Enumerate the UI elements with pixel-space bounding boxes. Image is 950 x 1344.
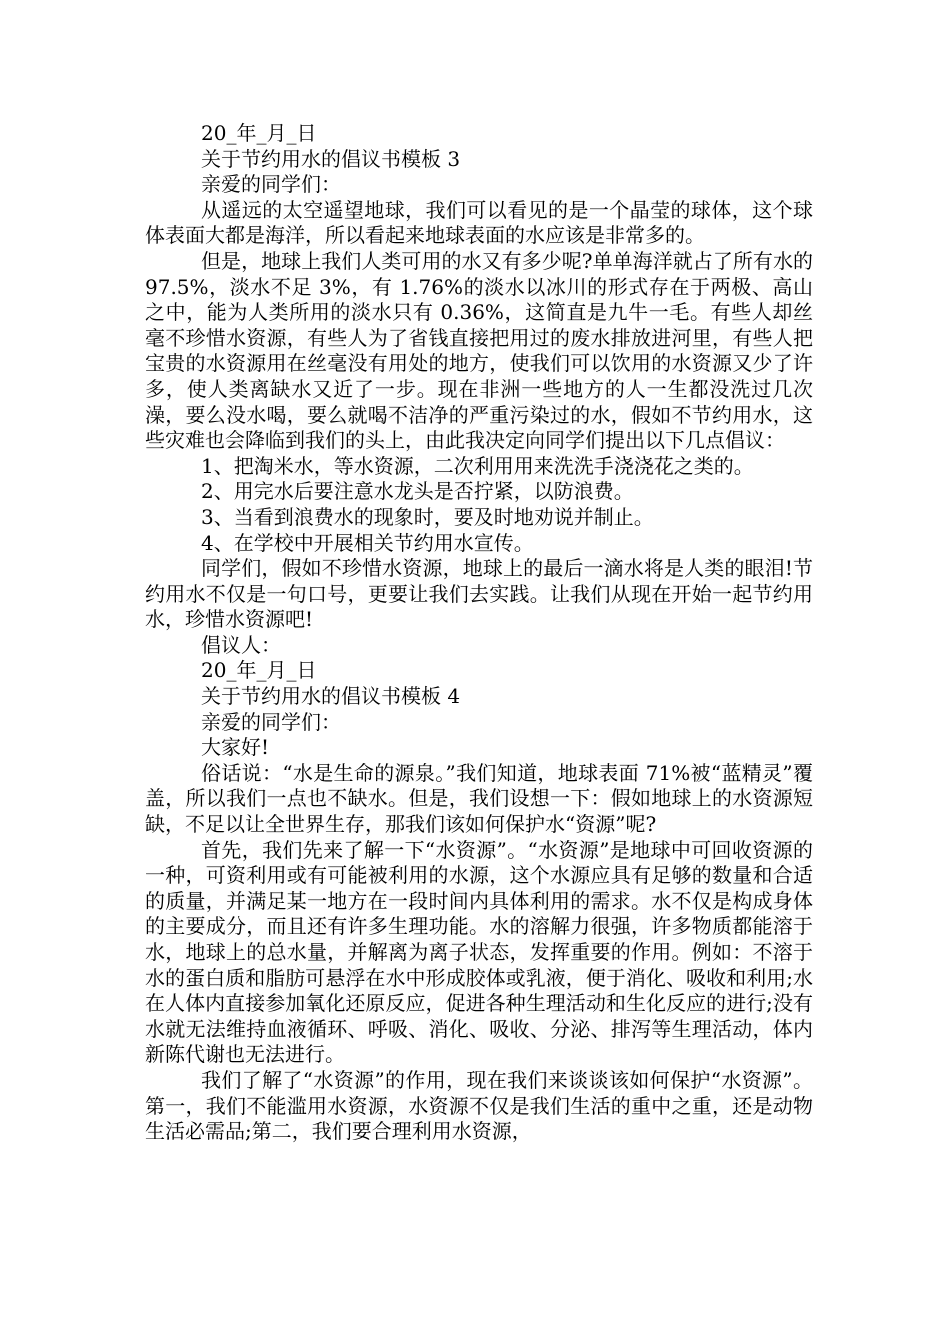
salutation: 亲爱的同学们： bbox=[201, 709, 341, 734]
section-title: 关于节约用水的倡议书模板 4 bbox=[201, 684, 461, 709]
document-body bbox=[145, 121, 813, 1145]
date-line: 20_年_月_日 bbox=[201, 658, 317, 683]
list-item: 4、在学校中开展相关节约用水宣传。 bbox=[201, 530, 534, 555]
list-item: 2、用完水后要注意水龙头是否拧紧，以防浪费。 bbox=[201, 479, 634, 504]
signature-line: 倡议人： bbox=[201, 632, 281, 657]
greeting: 大家好! bbox=[201, 735, 270, 760]
body-paragraph: 同学们，假如不珍惜水资源，地球上的最后一滴水将是人类的眼泪!节约用水不仅是一句口号，更要让我们去实践。让我们从现在开始一起节约用水，珍惜水资源吧! bbox=[145, 556, 813, 632]
date-line: 20_年_月_日 bbox=[201, 121, 317, 145]
body-paragraph: 但是，地球上我们人类可用的水又有多少呢?单单海洋就占了所有水的 97.5%，淡水不足 3%，有 1.76%的淡水以冰川的形式存在于两极、高山之中，能为人类所用的淡水只有 0.36%，这简直是九牛一毛。有些人却丝毫不珍惜水资源，有些人为了省钱直接把用过的废水排放进河里，有些人把宝贵的水资源用在丝毫没有用处的地方，使我们可以饮用的水资源又少了许多，使人类离缺水又近了一步。现在非洲一些地方的人一生都没洗过几次澡，要么没水喝，要么就喝不洁净的严重污染过的水，假如不节约用水，这些灾难也会降临到我们的头上，由此我决定向同学们提出以下几点倡议： bbox=[145, 248, 813, 453]
salutation: 亲爱的同学们： bbox=[201, 172, 341, 197]
list-item: 3、当看到浪费水的现象时，要及时地劝说并制止。 bbox=[201, 504, 654, 529]
body-paragraph: 我们了解了“水资源”的作用，现在我们来谈谈该如何保护“水资源”。第一，我们不能滥用水资源，水资源不仅是我们生活的重中之重，还是动物生活必需品;第二，我们要合理利用水资源， bbox=[145, 1067, 813, 1144]
list-item: 1、把淘米水，等水资源，二次利用用来洗洗手浇浇花之类的。 bbox=[201, 453, 754, 478]
body-paragraph: 首先，我们先来了解一下“水资源”。“水资源”是地球中可回收资源的一种，可资利用或有可能被利用的水源，这个水源应具有足够的数量和合适的质量，并满足某一地方在一段时间内具体利用的需求。水不仅是构成身体的主要成分，而且还有许多生理功能。水的溶解力很强，许多物质都能溶于水，地球上的总水量，并解离为离子状态，发挥重要的作用。例如：不溶于水的蛋白质和脂肪可悬浮在水中形成胶体或乳液，便于消化、吸收和利用;水在人体内直接参加氧化还原反应，促进各种生理活动和生化反应的进行;没有水就无法维持血液循环、呼吸、消化、吸收、分泌、排泻等生理活动，体内新陈代谢也无法进行。 bbox=[145, 837, 813, 1067]
body-paragraph: 从遥远的太空遥望地球，我们可以看见的是一个晶莹的球体，这个球体表面大都是海洋，所以看起来地球表面的水应该是非常多的。 bbox=[145, 197, 813, 248]
section-title: 关于节约用水的倡议书模板 3 bbox=[201, 146, 461, 171]
body-paragraph: 俗话说：“水是生命的源泉。”我们知道，地球表面 71%被“蓝精灵”覆盖，所以我们一点也不缺水。但是，我们设想一下：假如地球上的水资源短缺，不足以让全世界生存，那我们该如何保护水“资源”呢? bbox=[145, 760, 813, 837]
